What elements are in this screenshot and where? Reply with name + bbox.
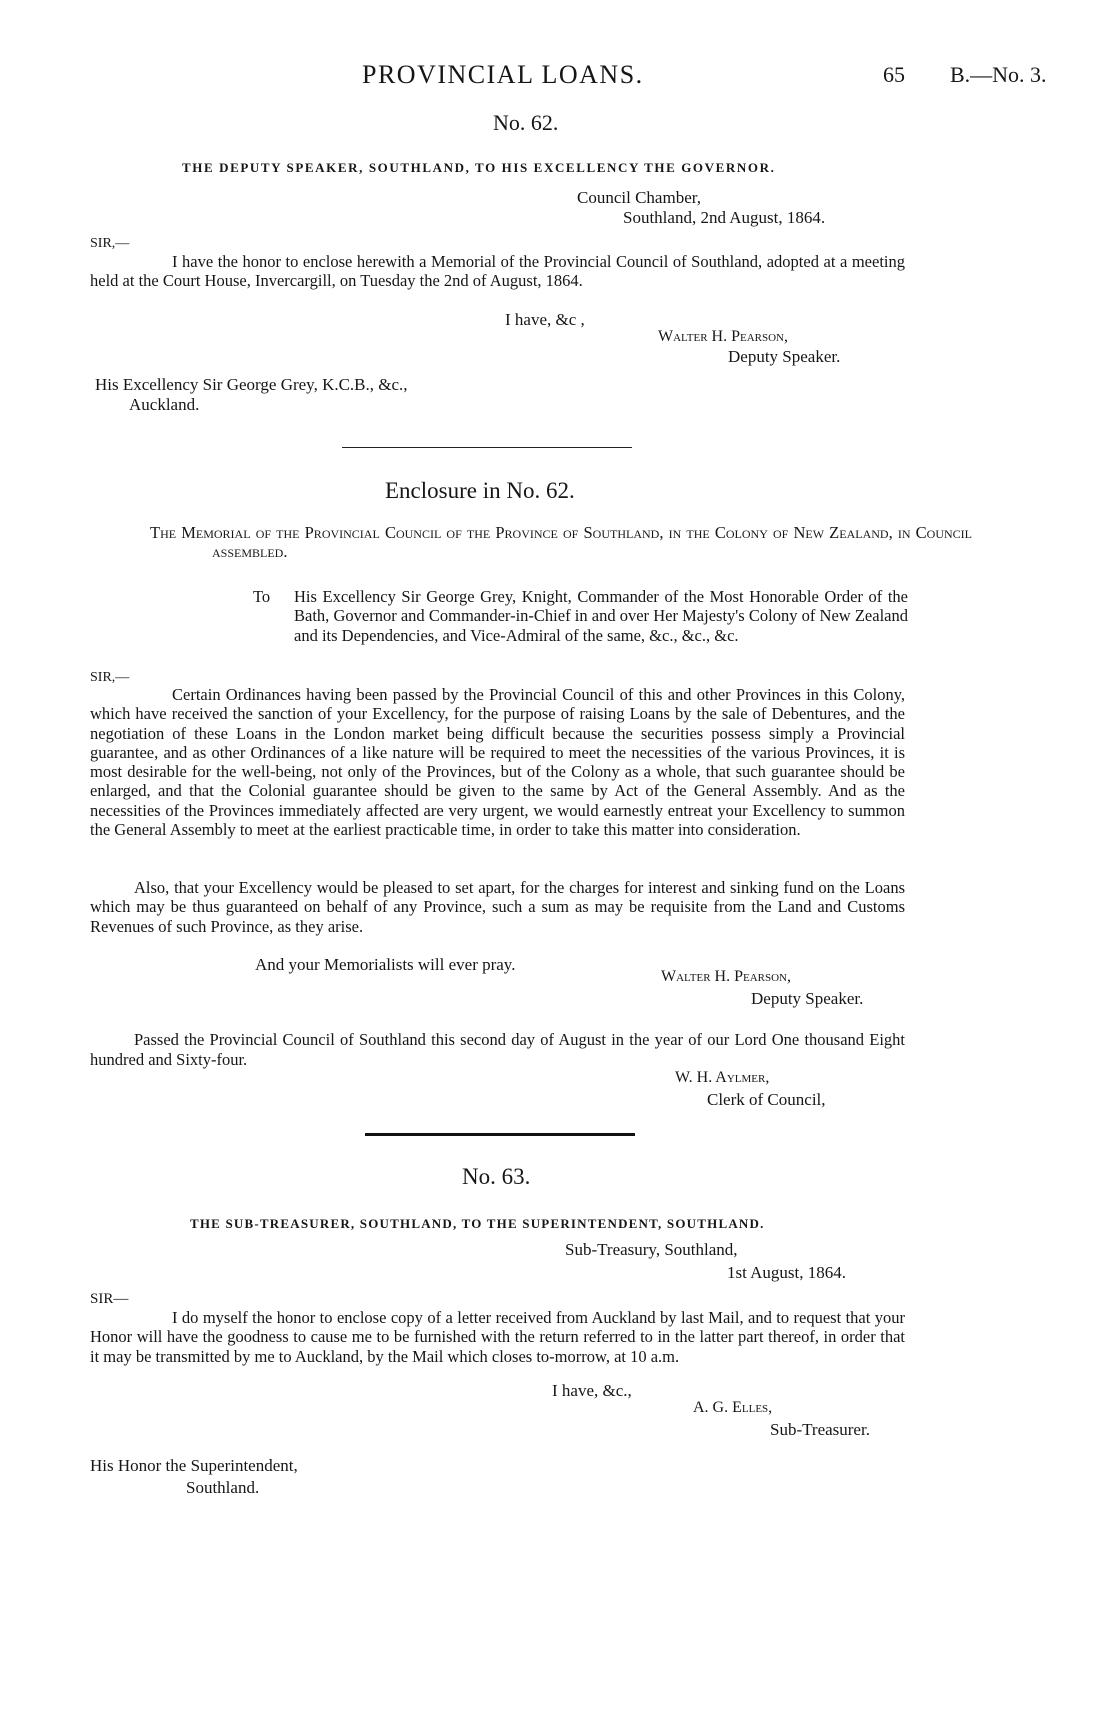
to-label: To: [253, 587, 271, 606]
clerk-name: W. H. Aylmer,: [675, 1069, 770, 1086]
letter-place: Sub-Treasury, Southland,: [565, 1240, 738, 1259]
memorial-intro-text: The Memorial of the Provincial Council of the Province of Southland, in the Colony of New Zealand, in Council assembled.: [150, 523, 972, 561]
memorial-intro: [150, 523, 972, 561]
addressee-line-1: His Honor the Superintendent,: [90, 1456, 298, 1475]
series-number: B.—No. 3.: [950, 62, 1047, 87]
enclosure-heading: Enclosure in No. 62.: [385, 478, 575, 503]
salutation: SIR—: [90, 1291, 129, 1307]
signature-title: Deputy Speaker.: [728, 347, 841, 366]
clerk-title: Clerk of Council,: [707, 1090, 826, 1109]
passed-statement: [90, 1030, 905, 1070]
letter-heading: THE DEPUTY SPEAKER, SOUTHLAND, TO HIS EXCELLENCY THE GOVERNOR.: [182, 160, 776, 175]
letter-number: No. 63.: [462, 1164, 531, 1189]
memorial-paragraph-1: [90, 685, 905, 839]
addressee-line-2: Southland.: [186, 1478, 260, 1497]
letter-heading: THE SUB-TREASURER, SOUTHLAND, TO THE SUPERINTENDENT, SOUTHLAND.: [190, 1216, 765, 1231]
letter-body: [90, 252, 905, 291]
letter-body-text: I do myself the honor to enclose copy of a letter received from Auckland by last Mail, and to request that your Honor will have the goodness to cause me to be furnished with the return referred to in the latter part thereof, in order that it may be transmitted by me to Auckland, by the Mail which closes to-morrow, at 10 a.m.: [90, 1308, 905, 1366]
to-address: [294, 587, 908, 645]
page-number: 65: [883, 62, 905, 87]
memorial-paragraph-2: [90, 878, 905, 936]
letter-closing: I have, &c ,: [505, 310, 585, 329]
memorial-prayer: And your Memorialists will ever pray.: [255, 955, 516, 974]
memorial-signature-name: Walter H. Pearson,: [661, 968, 791, 985]
memorial-paragraph-1-text: Certain Ordinances having been passed by the Provincial Council of this and other Provinces in this Colony, which have received the sanction of your Excellency, for the purpose of raising Loans by the sale of Debentures, and the negotiation of these Loans in the London market being difficult because the securities possess simply a Provincial guarantee, and as other Ordinances of a like nature will be required to meet the necessities of the various Provinces, it is most desirable for the well-being, not only of the Provinces, but of the Colony as a whole, that such guarantee should be enlarged, and that the Colonial guarantee should be given to the same by Act of the General Assembly. And as the necessities of the Provinces immediately affected are very urgent, we would earnestly entreat your Excellency to summon the General Assembly to meet at the earliest practicable time, in order to take this matter into consideration.: [90, 685, 905, 840]
page-header-title: PROVINCIAL LOANS.: [362, 60, 644, 89]
letter-number: No. 62.: [493, 110, 559, 135]
letter-date: 1st August, 1864.: [727, 1263, 847, 1282]
letter-body-text: I have the honor to enclose herewith a Memorial of the Provincial Council of Southland, adopted at a meeting held at the Court House, Invercargill, on Tuesday the 2nd of August, 1864.: [90, 252, 905, 291]
passed-statement-text: Passed the Provincial Council of Southland this second day of August in the year of our Lord One thousand Eight hundred and Sixty-four.: [90, 1030, 905, 1069]
section-divider: [342, 447, 632, 448]
salutation: SIR,—: [90, 236, 130, 251]
signature-name: A. G. Elles,: [693, 1399, 773, 1416]
letter-place: Council Chamber,: [577, 188, 701, 207]
signature-title: Sub-Treasurer.: [770, 1420, 870, 1439]
letter-date: Southland, 2nd August, 1864.: [623, 208, 826, 227]
letter-closing: I have, &c.,: [552, 1381, 632, 1400]
letter-body: [90, 1308, 905, 1366]
signature-name: Walter H. Pearson,: [658, 328, 788, 345]
enclosure-salutation: SIR,—: [90, 670, 130, 685]
memorial-paragraph-2-text: Also, that your Excellency would be pleased to set apart, for the charges for interest and sinking fund on the Loans which may be thus guaranteed on behalf of any Province, such a sum as may be requisite from the Land and Customs Revenues of such Province, as they arise.: [90, 878, 905, 936]
memorial-signature-title: Deputy Speaker.: [751, 989, 864, 1008]
section-divider-heavy: [365, 1133, 635, 1136]
addressee-line-2: Auckland.: [129, 395, 200, 414]
addressee-line-1: His Excellency Sir George Grey, K.C.B., &c.,: [95, 375, 408, 394]
to-address-text: His Excellency Sir George Grey, Knight, Commander of the Most Honorable Order of the Bath, Governor and Commander-in-Chief in and over Her Majesty's Colony of New Zealand and its Dependencies, and Vice-Admiral of the same, &c., &c., &c.: [294, 587, 908, 645]
